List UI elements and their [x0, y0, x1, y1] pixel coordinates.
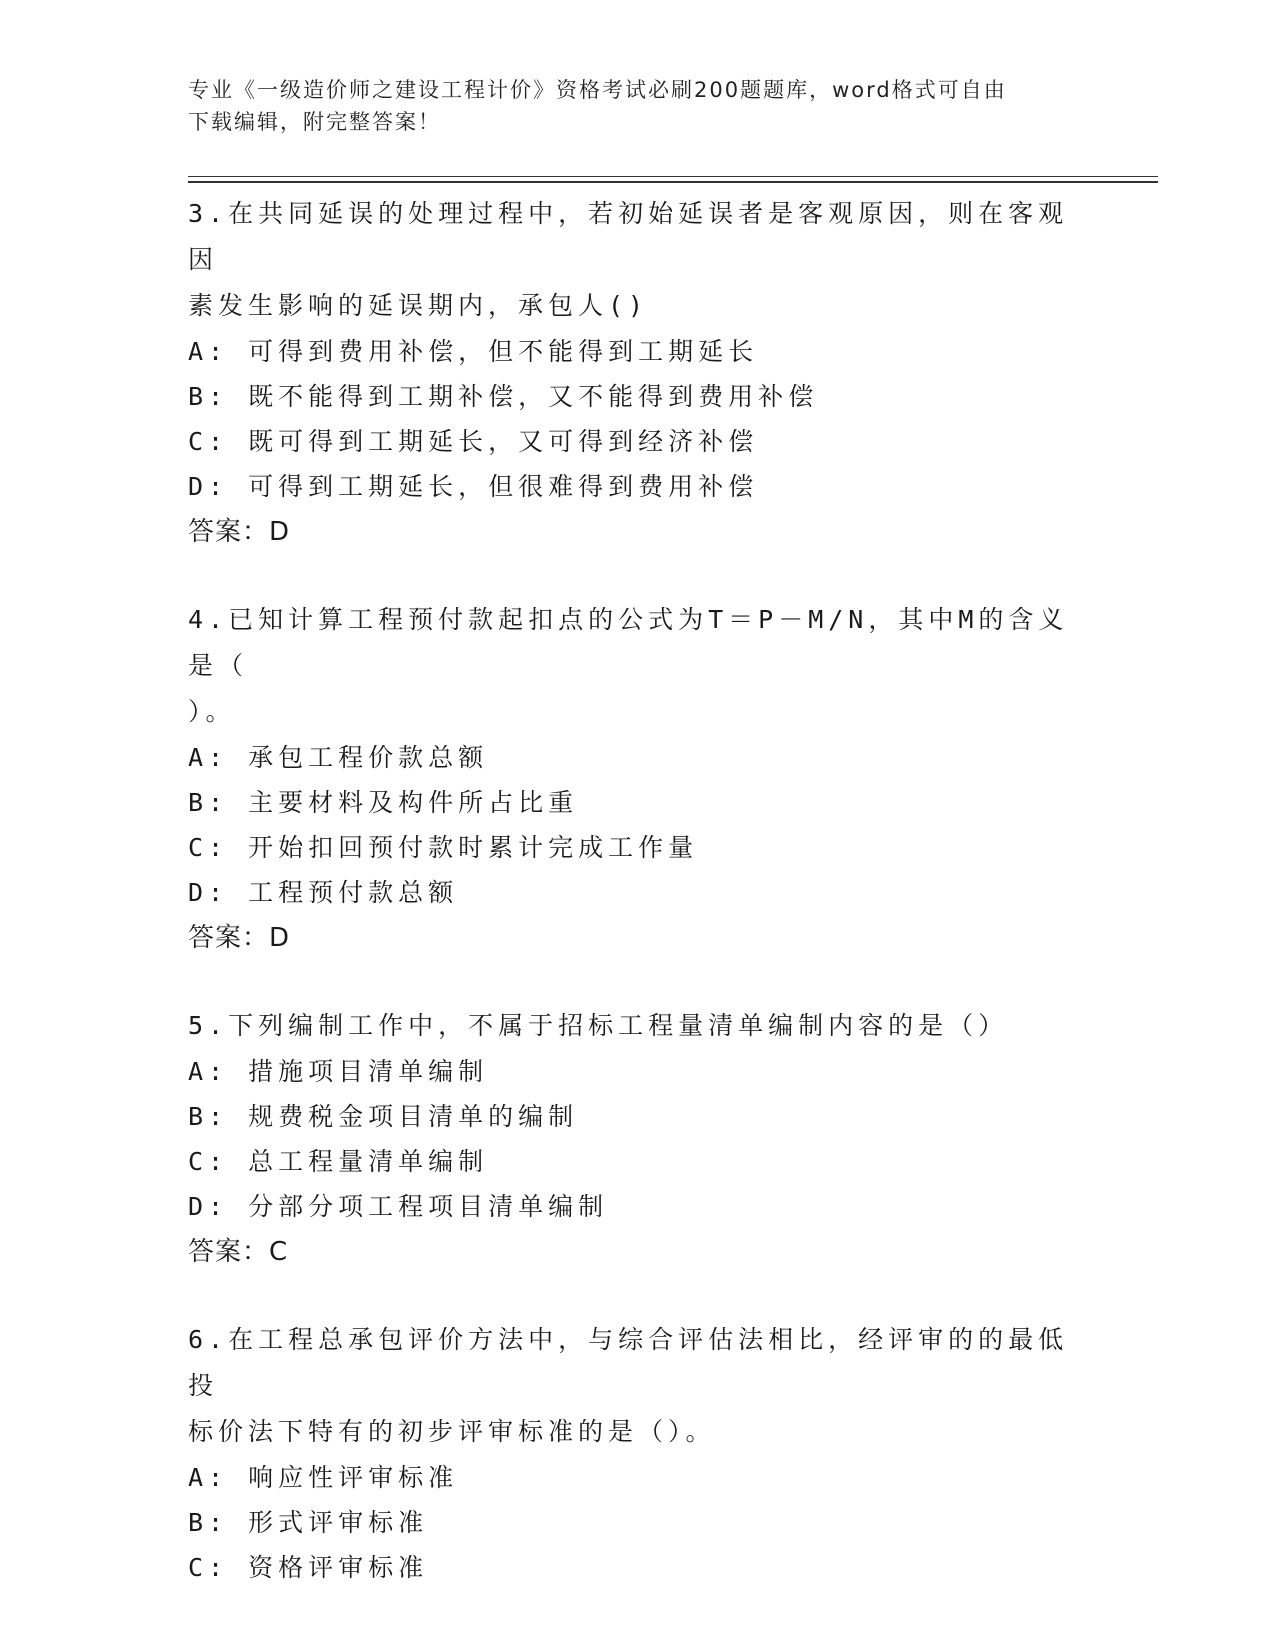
option-c: C: 既可得到工期延长，又可得到经济补偿: [188, 427, 759, 456]
question-5: [188, 1003, 1088, 1275]
header-divider-thin: [188, 176, 1158, 177]
option-b: B: 既不能得到工期补偿，又不能得到费用补偿: [188, 382, 819, 411]
option-c: C: 开始扣回预付款时累计完成工作量: [188, 833, 699, 862]
answer-text: 答案：C: [188, 1237, 289, 1267]
header-line-1: 专业《一级造价师之建设工程计价》资格考试必刷200题题库，word格式可自由: [188, 78, 1007, 102]
question-4: [188, 597, 1088, 961]
option-d: D: 分部分项工程项目清单编制: [188, 1192, 609, 1221]
option-a: A: 可得到费用补偿，但不能得到工期延长: [188, 337, 759, 366]
option-a: A: 响应性评审标准: [188, 1463, 459, 1492]
option-b: B: 规费税金项目清单的编制: [188, 1102, 579, 1131]
option-b: B: 形式评审标准: [188, 1508, 429, 1537]
question-stem: 6.在工程总承包评价方法中，与综合评估法相比，经评审的的最低投: [188, 1325, 1069, 1400]
option-a: A: 措施项目清单编制: [188, 1057, 489, 1086]
question-stem: 标价法下特有的初步评审标准的是（）。: [188, 1417, 716, 1446]
document-header: [188, 74, 1088, 138]
header-line-2: 下载编辑，附完整答案！: [188, 110, 441, 134]
option-d: D: 可得到工期延长，但很难得到费用补偿: [188, 472, 759, 501]
question-stem: ）。: [188, 697, 236, 726]
question-6: [188, 1317, 1088, 1590]
question-stem: 5.下列编制工作中，不属于招标工程量清单编制内容的是（）: [188, 1011, 1009, 1040]
question-3: [188, 191, 1088, 555]
question-list: [188, 191, 1088, 1632]
header-divider-thick: [188, 181, 1158, 183]
option-c: C: 资格评审标准: [188, 1553, 429, 1582]
question-stem: 3.在共同延误的处理过程中，若初始延误者是客观原因，则在客观因: [188, 199, 1069, 274]
option-d: D: 工程预付款总额: [188, 878, 459, 907]
question-stem: 4.已知计算工程预付款起扣点的公式为T＝P－M/N，其中M的含义是（: [188, 605, 1069, 680]
option-c: C: 总工程量清单编制: [188, 1147, 489, 1176]
option-a: A: 承包工程价款总额: [188, 743, 489, 772]
answer-text: 答案：D: [188, 923, 291, 953]
answer-text: 答案：D: [188, 517, 291, 547]
option-b: B: 主要材料及构件所占比重: [188, 788, 579, 817]
question-stem: 素发生影响的延误期内，承包人(): [188, 291, 649, 320]
